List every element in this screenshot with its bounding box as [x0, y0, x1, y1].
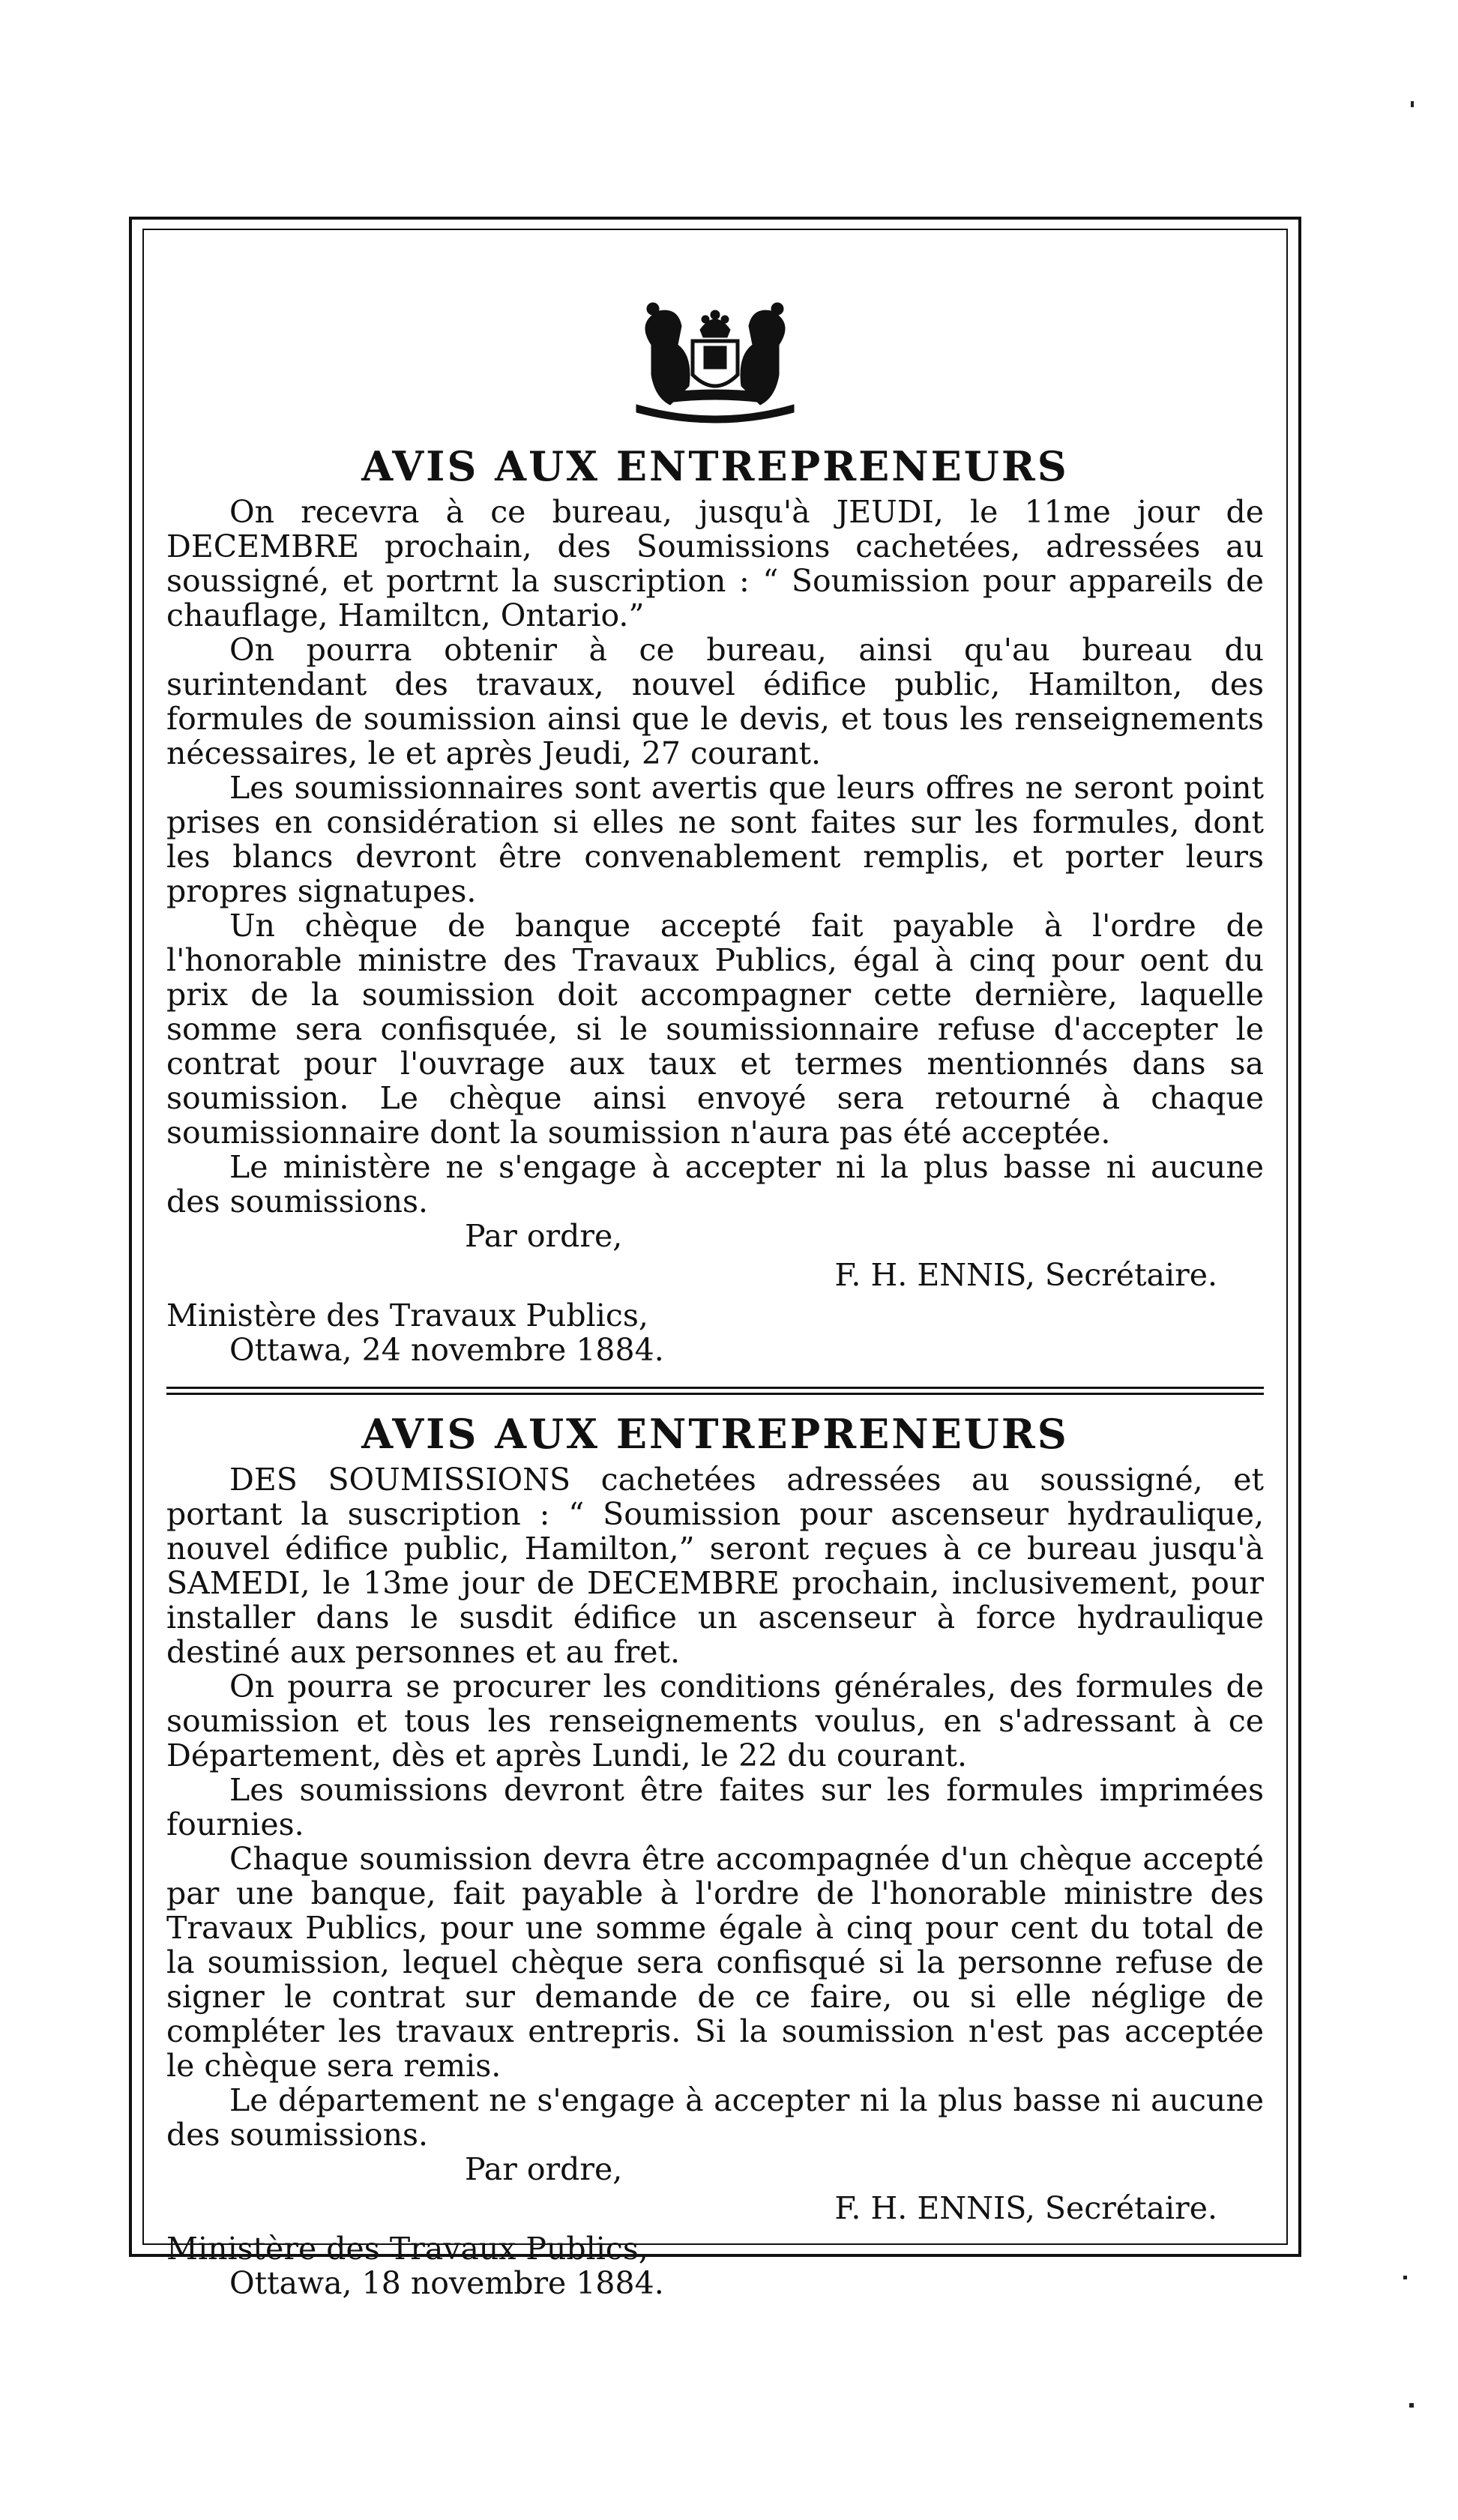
- date-line: Ottawa, 18 novembre 1884.: [229, 2265, 664, 2301]
- scan-speck: [1411, 101, 1414, 107]
- notice-paragraph: On pourra obtenir à ce bureau, ainsi qu'au bureau du surintendant des travaux, nouvel édifice public, Hamilton, des formules de soumission ainsi que le devis, et tous les renseignements nécessaires, le et après Jeudi, 27 courant.: [166, 632, 1264, 771]
- par-ordre: Par ordre,: [465, 2151, 623, 2187]
- notice-page: [166, 300, 1264, 2300]
- notice-paragraph: Le département ne s'engage à accepter ni la plus basse ni aucune des soumissions.: [166, 2082, 1264, 2153]
- scan-speck: [1403, 2276, 1407, 2279]
- notice-paragraph: DES SOUMISSIONS cachetées adressées au soussigné, et portant la suscription : “ Soumission pour ascenseur hydraulique, nouvel édifice public, Hamilton,” seront reçues à ce bureau jusqu'à SAMEDI, le 13me jour de DECEMBRE prochain, inclusivement, pour installer dans le susdit édifice un ascenseur à force hydraulique destiné aux personnes et au fret.: [166, 1462, 1264, 1670]
- signature-block: [166, 2191, 1264, 2230]
- notice-title: AVIS AUX ENTREPRENEURS: [361, 442, 1069, 490]
- notice-paragraph: Les soumissions devront être faites sur les formules imprimées fournies.: [166, 1772, 1264, 1842]
- ministry-dateline: [166, 2231, 1264, 2300]
- signature-block: [166, 1258, 1264, 1297]
- secretary-signature: F. H. ENNIS, Secrétaire.: [834, 1257, 1217, 1293]
- signature-block: [166, 2152, 1264, 2191]
- scan-speck: [1409, 2403, 1414, 2408]
- signature-block: [166, 1219, 1264, 1258]
- section-divider: [166, 1387, 1264, 1395]
- par-ordre: Par ordre,: [465, 1218, 623, 1254]
- notice-paragraph: On pourra se procurer les conditions générales, des formules de soumission et tous les renseignements voulus, en s'adressant à ce Département, dès et après Lundi, le 22 du courant.: [166, 1669, 1264, 1773]
- notice-title: AVIS AUX ENTREPRENEURS: [361, 1410, 1069, 1458]
- ministry-name: Ministère des Travaux Publics,: [166, 2231, 648, 2267]
- notice-paragraph: Le ministère ne s'engage à accepter ni la plus basse ni aucune des soumissions.: [166, 1149, 1264, 1220]
- secretary-signature: F. H. ENNIS, Secrétaire.: [834, 2190, 1217, 2226]
- notice-paragraph: Chaque soumission devra être accompagnée d'un chèque accepté par une banque, fait payable à l'ordre de l'honorable ministre des Travaux Publics, pour une somme égale à cinq pour cent du total de la soumission, lequel chèque sera confisqué si la personne refuse de signer le contrat sur demande de ce faire, ou si elle néglige de compléter les travaux entrepris. Si la soumission n'est pas acceptée le chèque sera remis.: [166, 1841, 1264, 2084]
- royal-coat-of-arms-icon: [606, 300, 824, 427]
- ministry-dateline: [166, 1298, 1264, 1367]
- ministry-name: Ministère des Travaux Publics,: [166, 1297, 648, 1333]
- notice-paragraph: Les soumissionnaires sont avertis que leurs offres ne seront point prises en considération si elles ne sont faites sur les formules, dont les blancs devront être convenablement remplis, et porter leurs propres signatupes.: [166, 770, 1264, 909]
- notice-paragraph: Un chèque de banque accepté fait payable à l'ordre de l'honorable ministre des Travaux Publics, égal à cinq pour oent du prix de la soumission doit accompagner cette dernière, laquelle somme sera confisquée, si le soumissionnaire refuse d'accepter le contrat pour l'ouvrage aux taux et termes mentionnés dans sa soumission. Le chèque ainsi envoyé sera retourné à chaque soumissionnaire dont la soumission n'aura pas été acceptée.: [166, 908, 1264, 1151]
- date-line: Ottawa, 24 novembre 1884.: [229, 1332, 664, 1368]
- notice-paragraph: On recevra à ce bureau, jusqu'à JEUDI, le 11me jour de DECEMBRE prochain, des Soumissions cachetées, adressées au soussigné, et portrnt la suscription : “ Soumission pour appareils de chauflage, Hamiltcn, Ontario.”: [166, 494, 1264, 633]
